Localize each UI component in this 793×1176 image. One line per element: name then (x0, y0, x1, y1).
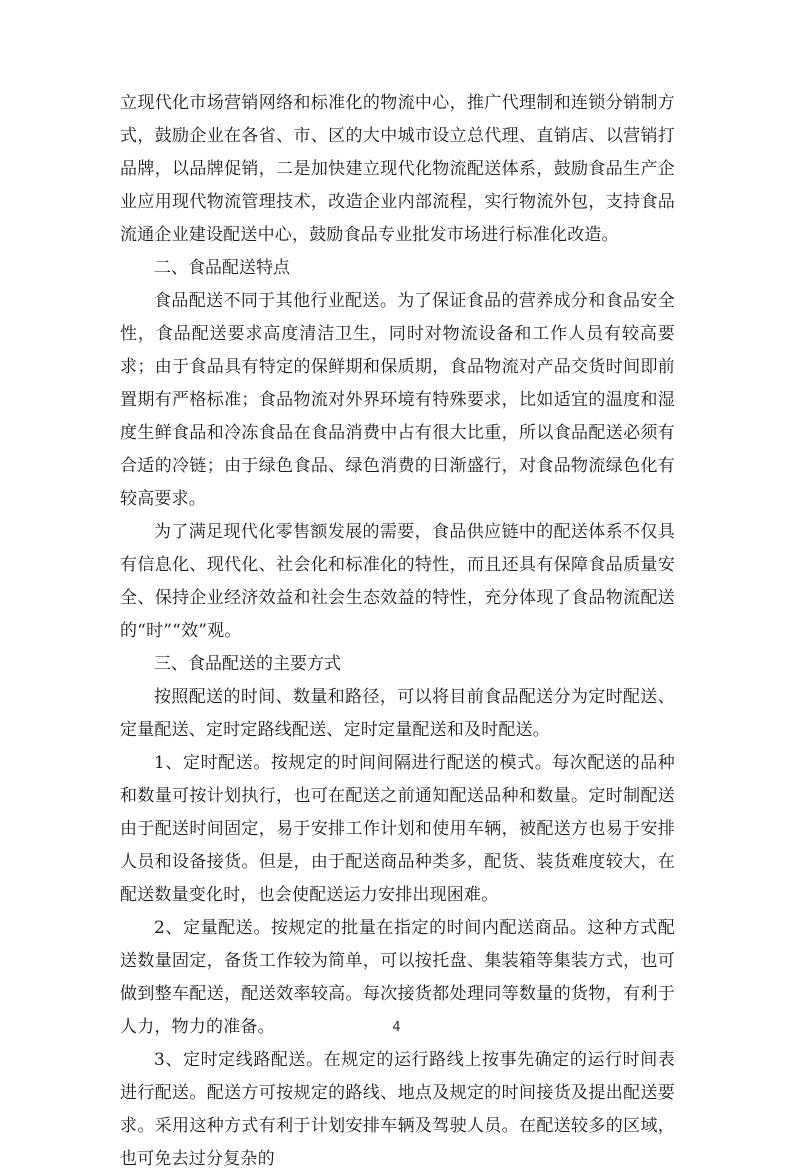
page-number: 4 (392, 1020, 401, 1035)
paragraph-fixed-quantity-delivery: 2、定量配送。按规定的批量在指定的时间内配送商品。这种方式配送数量固定，备货工作较为简单，可以按托盘、集装箱等集装方式，也可做到整车配送，配送效率较高。每次接货都处理同等数量的货物，有利于人力，物力的准备。 (120, 918, 675, 1037)
document-page (120, 87, 675, 1176)
paragraph-timed-delivery: 1、定时配送。按规定的时间间隔进行配送的模式。每次配送的品种和数量可按计划执行，也可在配送之前通知配送品种和数量。定时制配送由于配送时间固定，易于安排工作计划和使用车辆，被配送方也易于安排人员和设备接货。但是，由于配送商品种类多，配货、装货难度较大，在配送数量变化时，也会使配送运力安排出现困难。 (120, 753, 675, 905)
paragraph-continuation: 立现代化市场营销网络和标准化的物流中心，推广代理制和连锁分销制方式，鼓励企业在各省、市、区的大中城市设立总代理、直销店、以营销打品牌，以品牌促销，二是加快建立现代化物流配送体系，鼓励食品生产企业应用现代物流管理技术，改造企业内部流程，实行物流外包，支持食品流通企业建设配送中心，鼓励食品专业批发市场进行标准化改造。 (120, 93, 675, 245)
paragraph-supply-chain: 为了满足现代化零售额发展的需要，食品供应链中的配送体系不仅具有信息化、现代化、社会化和标准化的特性，而且还具有保障食品质量安全、保持企业经济效益和社会生态效益的特性，充分体现了食品物流配送的“时”“效”观。 (120, 522, 675, 641)
paragraph-fixed-route-delivery: 3、定时定线路配送。在规定的运行路线上按事先确定的运行时间表进行配送。配送方可按规定的路线、地点及规定的时间接货及提出配送要求。采用这种方式有利于计划安排车辆及驾驶人员。在配送较多的区域，也可免去过分复杂的 (120, 1050, 675, 1169)
paragraph-methods-intro: 按照配送的时间、数量和路径，可以将目前食品配送分为定时配送、定量配送、定时定路线配送、定时定量配送和及时配送。 (120, 687, 675, 740)
section-heading-delivery-methods: 三、食品配送的主要方式 (154, 654, 341, 674)
paragraph-delivery-features: 食品配送不同于其他行业配送。为了保证食品的营养成分和食品安全性，食品配送要求高度清洁卫生，同时对物流设备和工作人员有较高要求；由于食品具有特定的保鲜期和保质期，食品物流对产品交货时间即前置期有严格标准；食品物流对外界环境有特殊要求，比如适宜的温度和湿度生鲜食品和冷冻食品在食品消费中占有很大比重，所以食品配送必须有合适的冷链；由于绿色食品、绿色消费的日渐盛行，对食品物流绿色化有较高要求。 (120, 291, 675, 509)
section-heading-delivery-features: 二、食品配送特点 (154, 258, 290, 278)
